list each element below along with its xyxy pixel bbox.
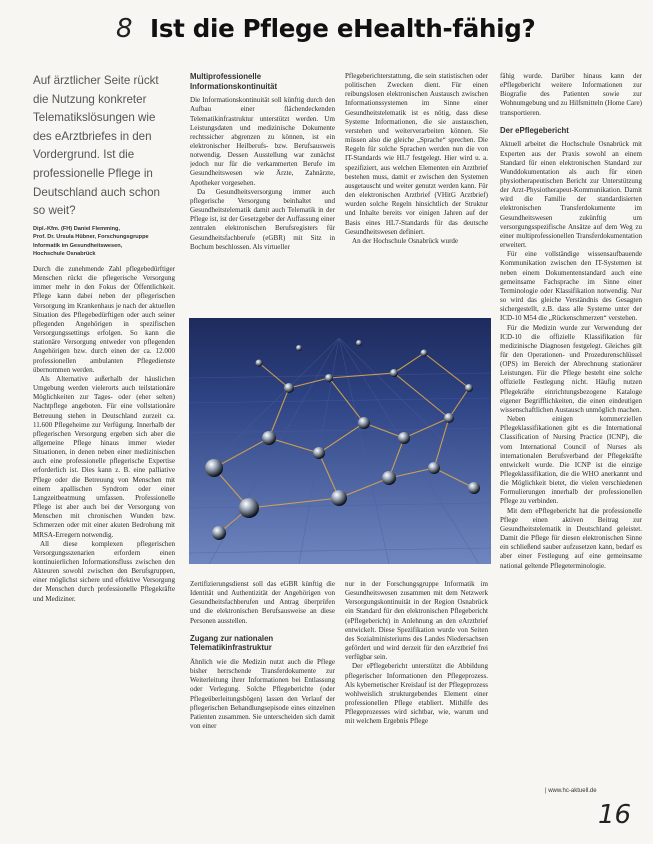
paragraph: Mit dem ePflegebericht hat die professionelle Pflege einen aktiven Beitrag zur Gesundheitstelematik in Deutschland geleistet. Damit die Pflege für diesen elektronischen Sinne ein schließend sauber aufzusetzen kann, bedarf es aber einer Festlegung auf eine gemeinsame national geltende Pflegeterminologie. — [500, 506, 642, 570]
column-2-top — [190, 72, 335, 267]
paragraph: All diese komplexen pflegerischen Versorgungsszenarien erfordern einen kontinuierlichen Informationsfluss zwischen den Akteuren sowohl zwischen den Berufsgruppen, einer möglichst sichere und effektive Versorgung der Menschen durch professionelle Pflegekräfte und Mediziner. — [33, 539, 175, 603]
network-illustration — [189, 318, 491, 564]
author-line: Informatik im Gesundheitswesen, — [33, 242, 123, 249]
column-4 — [500, 72, 642, 772]
handwritten-mark: 8 — [116, 14, 133, 44]
paragraph: Da Gesundheitsversorgung immer auch pflegerische Versorgung beinhaltet und Gesundheitstelematik damit auch Telematik in der Pflege ist, ist der Gesetzgeber der Auffassung einer zentralen elektronischen Berufsregisters für Gesundheitsfachberufe (eGBR) mit Sitz in Bochum beschlossen. Als virtueller — [190, 187, 335, 251]
column-1 — [33, 265, 175, 805]
footer-url: | www.hc-aktuell.de — [545, 788, 597, 794]
section-heading: Multiprofessionelle Informationskontinuität — [190, 72, 278, 91]
page-number: 16 — [598, 800, 632, 830]
paragraph: Die Informationskontinuität soll künftig durch den Aufbau einer flächendeckenden Telematikinfrastruktur unterstützt werden. Um Leistungsdaten und medizinische Dokumente rechtssicher abgrenzen zu können, ist ein elektronischer Heilberufs- bzw. Berufsausweis notwendig. Dessen Ausstellung war zunächst jedoch nur für die verkammerten Berufe im Gesundheitswesen wie Ärzte, Zahnärzte, Apotheker vorgesehen. — [190, 96, 335, 187]
paragraph: Pflegeberichterstattung, die sein statistischen oder politischen Zwecken dient. Für einen reibungslosen elektronischen Austausch zwischen Informationssystemen im Sinne einer Gesundheitstelematik ist es nötig, dass diese Systeme Informationen, die sie austauschen, verstehen und weiterverarbeiten können. Sie müssen also die gleiche „Sprache“ sprechen. Die Regeln für solche Sprachen werden nun die von IT-Standards wie HL7 festgelegt. Hier wird u. a. spezifiziert, aus welchen Elementen ein Arztbrief bestehen muss, damit er zwischen den Systemen ausgetauscht und weiter genutzt werden kann. Für den elektronischen Arztbrief (VHitG Arztbrief) wurden solche Regeln hinsichtlich der Struktur und Inhalte bereits vor einigen Jahren auf der Basis eines HL7-Standards für das deutsche Gesundheitswesen definiert. — [345, 72, 488, 236]
author-line: Prof. Dr. Ursula Hübner, Forschungsgruppe — [33, 234, 149, 241]
article-title: Ist die Pflege eHealth-fähig? — [150, 14, 536, 43]
section-heading: Zugang zur nationalen Telematikinfrastruktur — [190, 633, 274, 653]
article-lead: Auf ärztlicher Seite rückt die Nutzung konkreter Telematikslösungen wie des eArztbriefes in den Vordergrund. Ist die professionelle Pflege in Deutschland auch schon so weit? — [33, 74, 160, 218]
author-line: Hochschule Osnabrück — [33, 250, 96, 257]
author-line: Dipl.-Kfm. (FH) Daniel Flemming, — [33, 226, 121, 232]
paragraph: Für die Medizin wurde zur Verwendung der ICD-10 die offizielle Klassifikation für medizinische Diagnosen festgelegt. Gleiches gilt für den Operationen- und Prozedurenschlüssel (OPS) im Bereich der Abrechnung stationärer Leistungen. Für die Pflege besteht eine solche offizielle Festlegung nicht. Häufig nutzen Pflegekräfte einrichtungsbezogene Kataloge eigener Begrifflichkeiten, die einen eindeutigen wissenschaftlichen Austausch unmöglich machen. — [500, 323, 642, 414]
paragraph: Als Alternative außerhalb der häuslichen Umgebung werden vielerorts auch teilstationäre Möglichkeiten zur Tages- oder (eher selten) Nachtpflege angeboten. Für eine vollstationäre Betreuung stehen in Deutschland zurzeit ca. 11.600 Pflegeheime zur Verfügung. Innerhalb der pflegerischen Versorgung ergeben sich aber die allgemeine Pflege hinaus immer wieder Situationen, in denen neben einer medizinischen auch eine professionelle pflegerische Expertise erforderlich ist. Dies kann z. B. eine palliative Pflege oder die Betreuung von Menschen mit einem apallischen Syndrom oder einer Langzeitbeatmung umfassen. Professionelle Pflege ist aber auch bei der Versorgung von Menschen mit chronischen Wunden bzw. Schmerzen oder mit einer akuten Bedrohung mit MRSA-Erregern notwendig. — [33, 374, 175, 539]
paragraph: Für eine vollständige wissensaufbauende Kommunikation zwischen den IT-Systemen ist neben einem Dokumentenstandard auch eine gemeinsame Fachsprache im Sinne einer Terminologie oder Klassifikation notwendig. Nur so wird das gleiche Verständnis des Gesagten sichergestellt, z.B. dass alle Systeme unter der ICD-10 M54 die „Rückenschmerzen“ verstehen. — [500, 250, 642, 323]
paragraph: Der ePflegebericht unterstützt die Abbildung pflegerischer Informationen den Pflegeprozess. Als kybernetischer Kreislauf ist der Pflegeprozess wohlweislich strukturgebendes Element einer professionellen Pflege etabliert. Mithilfe des Pflegeprozesses wird sichtbar, wie, warum und mit welchem Ergebnis Pflege — [345, 662, 488, 726]
paragraph: Durch die zunehmende Zahl pflegebedürftiger Menschen rückt die pflegerische Versorgung immer mehr in den Fokus der Öffentlichkeit. Pflege kann dabei neben der pflegerischen Versorgung im Krankenhaus je nach der aktuellen Situation des Pflegebedürftigen oder auch seiner pflegenden Angehörigen in spezifischen Versorgungssettings erfolgen. So kann die stationäre Versorgung entweder von pflegenden Angehörigen bzw. durch einen der ca. 12.000 professionellen ambulanten Pflegedienste übernommen werden. — [33, 265, 175, 374]
paragraph: nur in der Forschungsgruppe Informatik im Gesundheitswesen zusammen mit dem Netzwerk Versorgungskontinuität in der Region Osnabrück ein Standard für den elektronischen Pflegebericht (ePflegebericht) in Anlehnung an den eArztbrief entwickelt. Diese Spezifikation wurde von Seiten des Sozialministeriums des Landes Niedersachsen gefördert und wird derzeit für den eArztbrief frei verfügbar sein. — [345, 580, 488, 662]
section-heading: Der ePflegebericht — [500, 125, 569, 135]
column-2-bottom — [190, 580, 335, 800]
paragraph: Ähnlich wie die Medizin nutzt auch die Pflege bisher herrschende Transferdokumente zur Weiterleitung ihrer Informationen bei Entlassung oder Verlegung. Solche Pflegeberichte (oder Pflegeüberleitungsbögen) lassen den Verlauf der pflegerischen Behandlungsepisode eines einzelnen Patienten zusammen. Sie unterscheiden sich damit von einer — [190, 657, 335, 731]
paragraph: Neben einigen kommerziellen Pflegeklassifikationen gibt es die International Classification of Nursing Practice (ICNP), die vom International Council of Nurses als internationalen Berufsverband der Pflegekräfte entwickelt wurde. Die ICNP ist die einzige Pflegeklassifikation, die die WHO anerkannt und die Möglichkeit bietet, die vielen verschiedenen Formulierungen innerhalb der professionellen Pflege zu verbinden. — [500, 415, 642, 506]
column-3-bottom — [345, 580, 488, 810]
column-3-top — [345, 72, 488, 322]
paragraph: Zertifizierungsdienst soll das eGBR künftig die Identität und Authentizität der Angehörigen von Gesundheitsfachberufen und Antrag überprüfen und die elektronischen Berufsausweise an diese Personen ausstellen. — [190, 580, 335, 625]
paragraph: fähig wurde. Darüber hinaus kann der ePflegebericht weitere Informationen zur Biografie des Patienten sowie zur Wohnumgebung und zu Hilfsmitteln (Home Care) transportieren. — [500, 72, 642, 117]
paragraph: Aktuell arbeitet die Hochschule Osnabrück mit Experten aus der Praxis sowohl an einem Standard für einen elektronischen Standard zur Wunddokumentation als auch für einen physiotherapeutischen Bericht zur Unterstützung der Arzt-Physiotherapeut-Kommunikation. Damit wird die Familie der standardisierten elektronischen Transferdokumente im Gesundheitswesen zukünftig um versorgungsspezifische Ansätze auf dem Weg zu einer multiprofessionellen Transferdokumentation erweitert. — [500, 140, 642, 250]
paragraph: An der Hochschule Osnabrück wurde — [352, 236, 459, 245]
author-block — [33, 225, 175, 258]
